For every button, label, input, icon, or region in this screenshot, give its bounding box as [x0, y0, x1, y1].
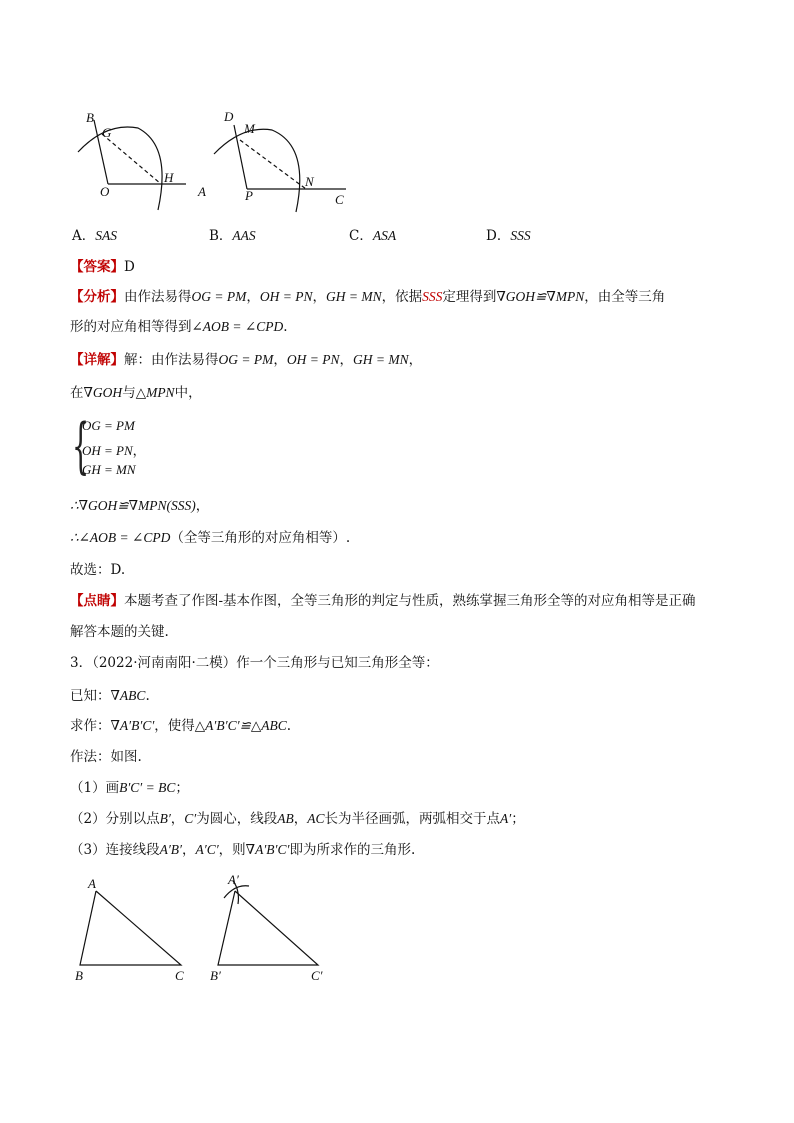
figure-cpd	[214, 125, 346, 212]
triangle-abc	[80, 891, 181, 965]
system-eq-1: OG = PM	[82, 418, 135, 433]
label-c: C	[335, 192, 344, 207]
label-tri-a-prime: A′	[228, 872, 239, 887]
comment-line-2: 解答本题的关键.	[70, 624, 169, 640]
detail-line-1: 【详解】解：由作法易得OG = PM，OH = PN，GH = MN，	[70, 352, 423, 368]
label-tri-c: C	[175, 968, 184, 983]
option-d[interactable]: D．SSS	[486, 228, 531, 244]
label-tri-a: A	[88, 876, 96, 891]
label-m: M	[244, 121, 255, 136]
label-tri-b: B	[75, 968, 83, 983]
analysis-line-2: 形的对应角相等得到∠AOB = ∠CPD.	[70, 319, 288, 335]
label-tri-b-prime: B′	[210, 968, 221, 983]
label-p: P	[245, 188, 253, 203]
choose-line: 故选：D.	[70, 562, 126, 578]
system-eq-3: GH = MN	[82, 462, 136, 477]
system-eq-2: OH = PN，	[82, 443, 146, 458]
option-a[interactable]: A．SAS	[72, 228, 117, 244]
label-d: D	[224, 109, 234, 124]
option-c[interactable]: C．ASA	[349, 228, 397, 244]
triangle-abc-prime	[218, 881, 318, 965]
label-g: G	[102, 125, 112, 140]
figure-triangles	[0, 870, 794, 1000]
label-h: H	[164, 170, 174, 185]
comment-line-1: 【点睛】本题考查了作图-基本作图，全等三角形的判定与性质，熟练掌握三角形全等的对应角相等是正确	[70, 593, 696, 609]
label-n: N	[305, 174, 314, 189]
q3-step-1: （1）画B′C′ = BC；	[70, 780, 189, 796]
analysis-line-1: 【分析】由作法易得OG = PM，OH = PN，GH = MN，依据SSS定理得到∇GOH≌∇MPN，由全等三角	[70, 289, 666, 305]
label-o: O	[100, 184, 110, 199]
option-b[interactable]: B．AAS	[209, 228, 256, 244]
q3-find: 求作：∇A′B′C′，使得△A′B′C′≌△ABC.	[70, 718, 292, 734]
label-b: B	[86, 110, 94, 125]
system-brace: {	[72, 411, 90, 481]
figure-aob	[78, 120, 186, 210]
figure-angle-construction	[0, 0, 794, 220]
answer-line: 【答案】D	[70, 259, 135, 275]
label-a: A	[198, 184, 206, 199]
conclusion-1: ∴∇GOH≌∇MPN(SSS)，	[70, 498, 210, 514]
label-tri-c-prime: C′	[311, 968, 323, 983]
q3-known: 已知：∇ABC.	[70, 688, 150, 704]
q3-step-2: （2）分别以点B′，C′为圆心，线段AB，AC长为半径画弧，两弧相交于点A′；	[70, 811, 525, 827]
q3-step-3: （3）连接线段A′B′，A′C′，则∇A′B′C′即为所求作的三角形.	[70, 842, 416, 858]
q3-title: 3．（2022·河南南阳·二模）作一个三角形与已知三角形全等：	[70, 655, 439, 671]
conclusion-2: ∴∠AOB = ∠CPD（全等三角形的对应角相等）.	[70, 530, 351, 546]
q3-method: 作法：如图.	[70, 749, 142, 765]
detail-line-2: 在∇GOH与△MPN中，	[70, 385, 202, 401]
